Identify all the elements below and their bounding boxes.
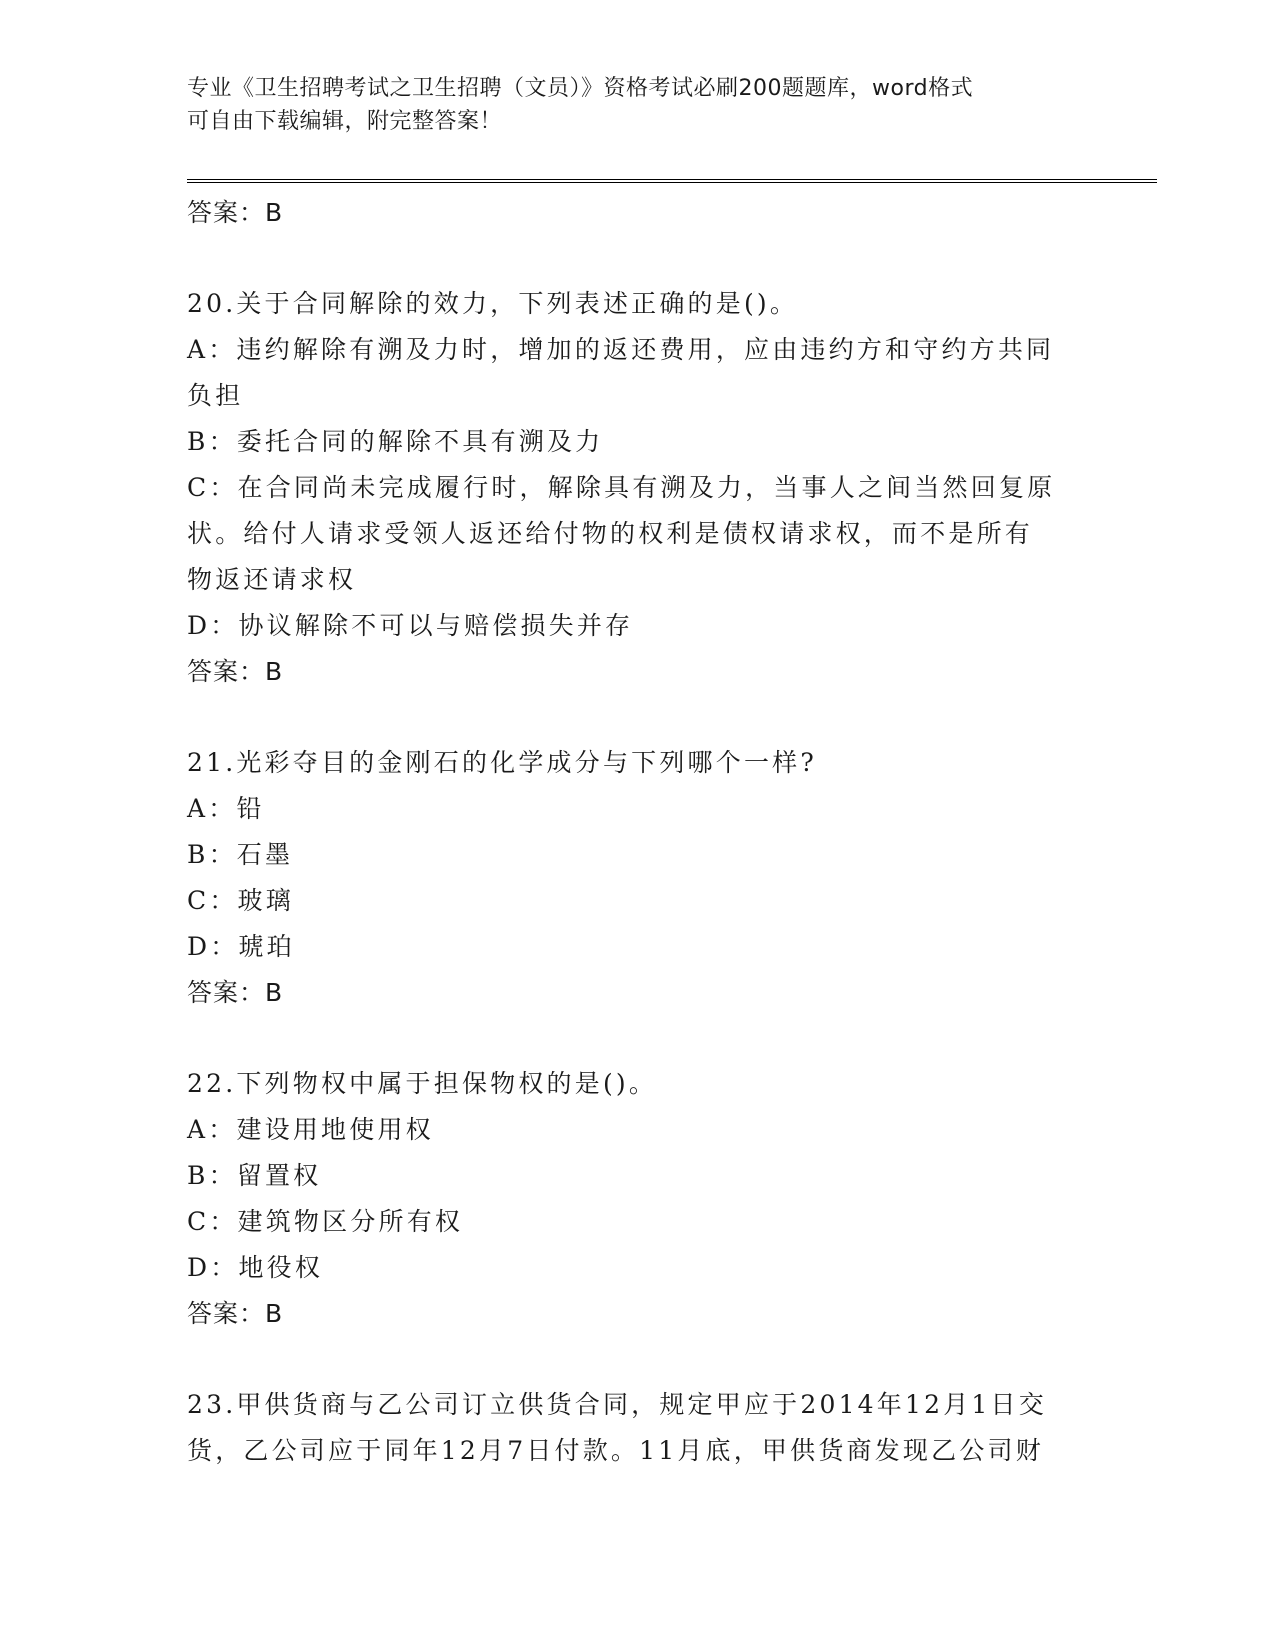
option-b: B：石墨 xyxy=(187,840,294,869)
option-c-cont: 物返还请求权 xyxy=(187,565,357,594)
option-c: C：建筑物区分所有权 xyxy=(187,1207,464,1236)
option-c-cont: 状。给付人请求受领人返还给付物的权利是债权请求权，而不是所有 xyxy=(187,519,1034,548)
question-23 xyxy=(187,1382,1087,1474)
option-a: A：违约解除有溯及力时，增加的返还费用，应由违约方和守约方共同 xyxy=(187,335,1055,364)
option-a: A：建设用地使用权 xyxy=(187,1115,434,1144)
answer: 答案：B xyxy=(187,978,284,1007)
header-line-1: 专业《卫生招聘考试之卫生招聘（文员）》资格考试必刷200题题库，word格式 xyxy=(187,76,974,101)
option-a-cont: 负担 xyxy=(187,381,244,410)
question-list xyxy=(187,190,1087,1474)
option-c: C：玻璃 xyxy=(187,886,294,915)
previous-answer: 答案：B xyxy=(187,198,284,227)
option-b: B：委托合同的解除不具有溯及力 xyxy=(187,427,604,456)
option-c: C：在合同尚未完成履行时，解除具有溯及力，当事人之间当然回复原 xyxy=(187,473,1056,502)
question-21 xyxy=(187,740,1087,1016)
header-line-2: 可自由下载编辑，附完整答案！ xyxy=(187,109,503,134)
document-page xyxy=(187,0,1157,1650)
option-d: D：协议解除不可以与赔偿损失并存 xyxy=(187,611,634,640)
answer: 答案：B xyxy=(187,657,284,686)
option-b: B：留置权 xyxy=(187,1161,322,1190)
answer: 答案：B xyxy=(187,1299,284,1328)
question-20 xyxy=(187,281,1087,695)
option-d: D：琥珀 xyxy=(187,932,295,961)
question-stem: 23.甲供货商与乙公司订立供货合同，规定甲应于2014年12月1日交 xyxy=(187,1390,1047,1419)
header-divider xyxy=(187,179,1157,183)
question-stem: 22.下列物权中属于担保物权的是()。 xyxy=(187,1069,658,1098)
option-d: D：地役权 xyxy=(187,1253,324,1282)
option-a: A：铅 xyxy=(187,794,265,823)
question-22 xyxy=(187,1061,1087,1337)
question-stem: 21.光彩夺目的金刚石的化学成分与下列哪个一样? xyxy=(187,748,817,777)
question-stem-cont: 货，乙公司应于同年12月7日付款。11月底，甲供货商发现乙公司财 xyxy=(187,1436,1044,1465)
question-stem: 20.关于合同解除的效力，下列表述正确的是()。 xyxy=(187,289,799,318)
document-header xyxy=(187,72,1067,138)
